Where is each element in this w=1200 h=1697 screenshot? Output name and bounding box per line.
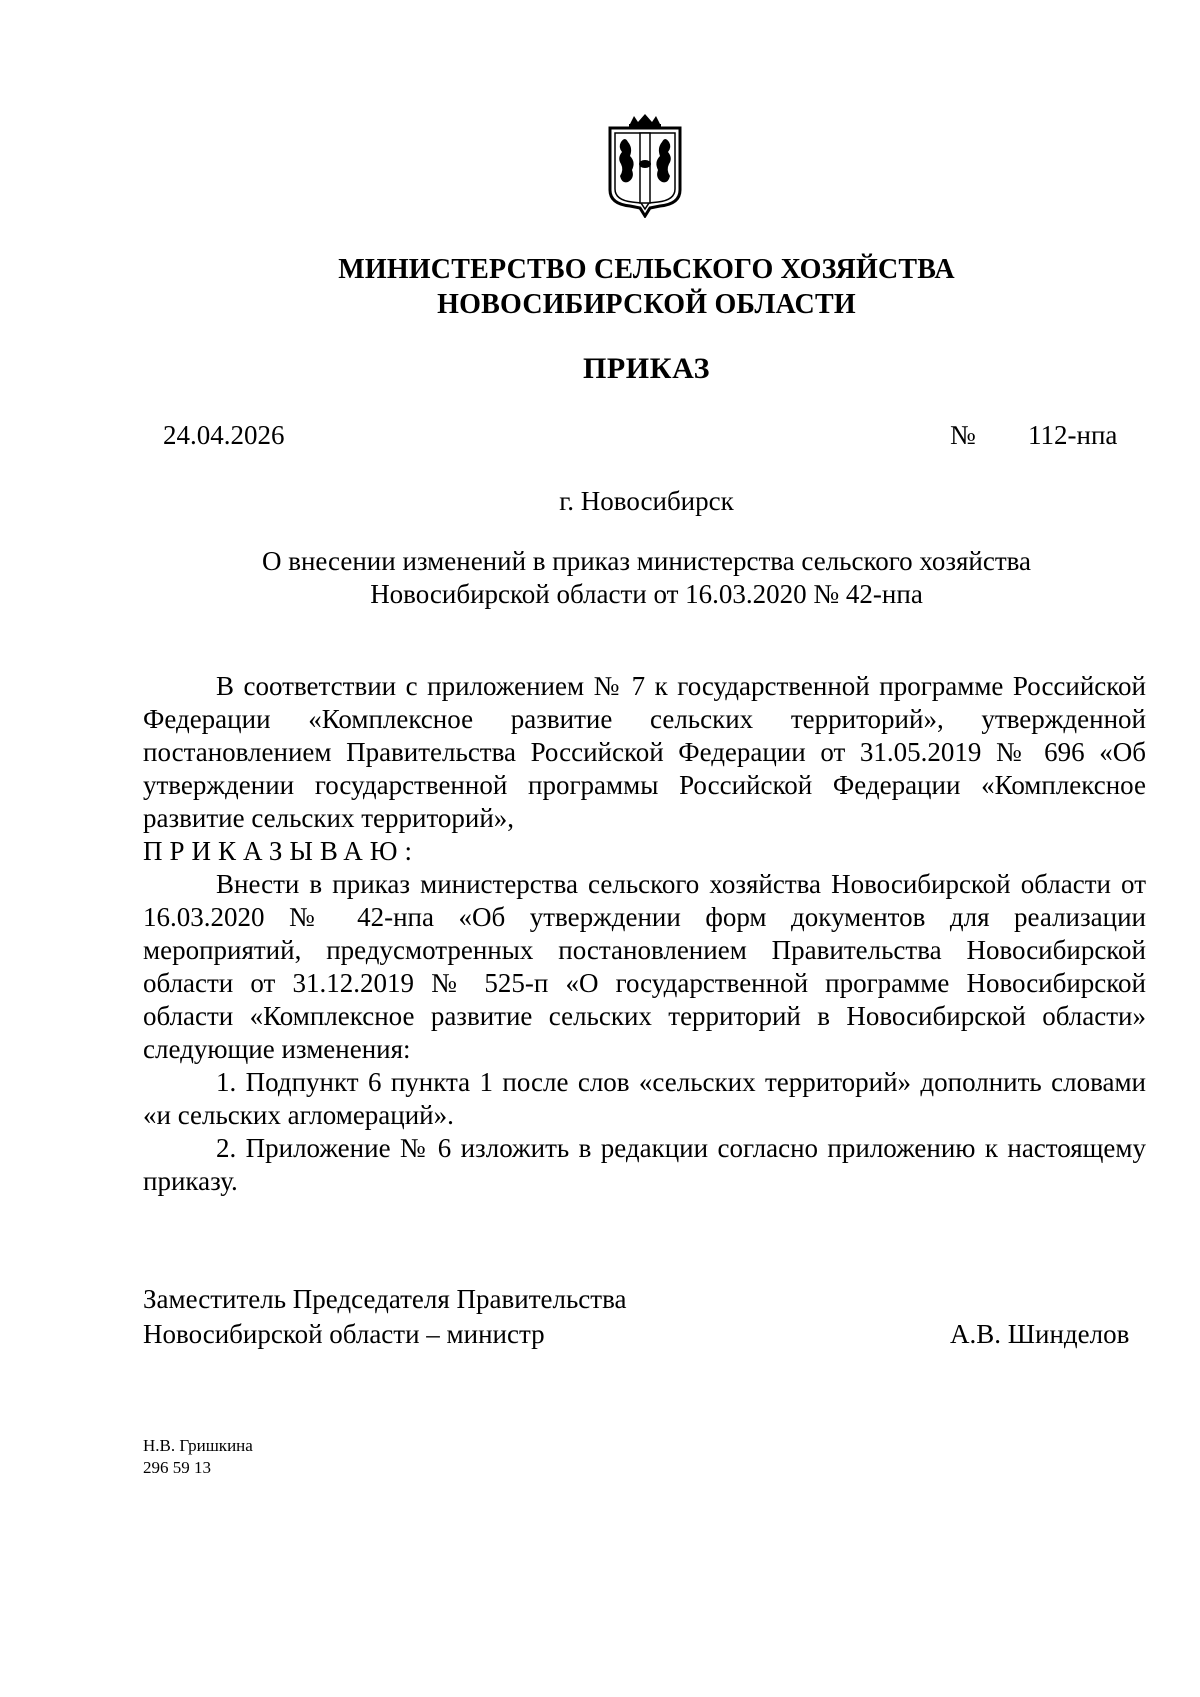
- document-subject: [0, 545, 1200, 611]
- signatory-position-line1: Заместитель Председателя Правительства: [143, 1284, 627, 1314]
- subject-line2: Новосибирской области от 16.03.2020 № 42-нпа: [370, 579, 923, 609]
- document-city: г. Новосибирск: [559, 486, 734, 516]
- organization-name-line2: НОВОСИБИРСКОЙ ОБЛАСТИ: [437, 289, 856, 320]
- coat-of-arms-icon: [600, 112, 690, 218]
- document-type: ПРИКАЗ: [582, 352, 711, 385]
- instruction-paragraph: Внести в приказ министерства сельского хозяйства Новосибирской области от 16.03.2020 № 42-нпа «Об утверждении форм документов для реализации мероприятий, предусмотренных постановлением Правительства Новосибирской области от 31.12.2019 № 525-п «О государственной программе Новосибирской области «Комплексное развитие сельских территорий в Новосибирской области» следующие изменения:: [143, 869, 1146, 1064]
- document-body: [143, 670, 1146, 1198]
- signatory-name: А.В. Шинделов: [950, 1319, 1130, 1349]
- executor-name: Н.В. Гришкина: [143, 1436, 253, 1455]
- preamble-paragraph: В соответствии с приложением № 7 к государственной программе Российской Федерации «Комплексное развитие сельских территорий», утвержденной постановлением Правительства Российской Федерации от 31.05.2019 № 696 «Об утверждении государственной программы Российской Федерации «Комплексное развитие сельских территорий»,: [143, 671, 1146, 833]
- change-item-1: 1. Подпункт 6 пункта 1 после слов «сельских территорий» дополнить словами «и сельских агломераций».: [143, 1067, 1146, 1130]
- organization-name-line1: МИНИСТЕРСТВО СЕЛЬСКОГО ХОЗЯЙСТВА: [338, 254, 955, 285]
- number-sign: №: [950, 420, 976, 450]
- subject-line1: О внесении изменений в приказ министерства сельского хозяйства: [261, 546, 1032, 576]
- order-word: ПРИКАЗЫВАЮ:: [143, 836, 419, 866]
- signatory-position: [143, 1282, 626, 1352]
- document-number: 112-нпа: [1028, 420, 1118, 450]
- executor-phone: 296 59 13: [143, 1458, 211, 1477]
- change-item-2: 2. Приложение № 6 изложить в редакции согласно приложению к настоящему приказу.: [143, 1133, 1146, 1196]
- executor-info: [143, 1435, 253, 1479]
- signatory-position-line2: Новосибирской области – министр: [143, 1319, 545, 1349]
- document-date: 24.04.2026: [163, 420, 285, 450]
